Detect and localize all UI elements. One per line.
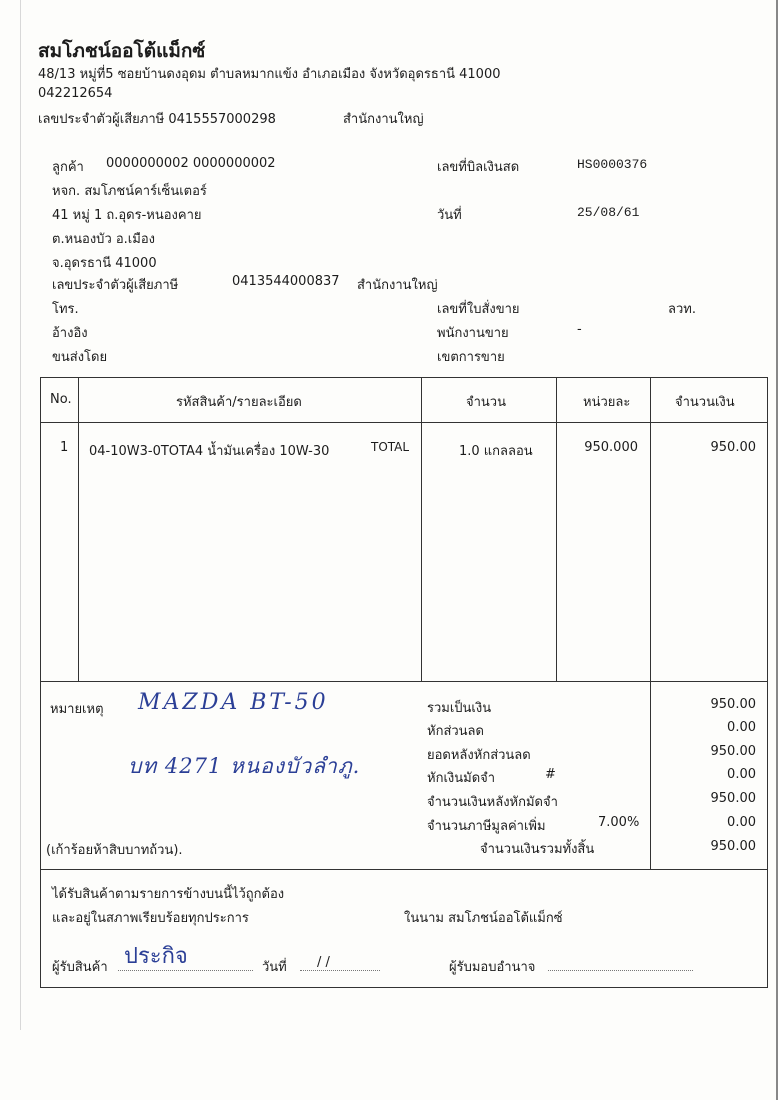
col-header-qty: จำนวน: [466, 395, 506, 410]
salesperson: -: [577, 322, 582, 337]
customer-tax-label: เลขประจำตัวผู้เสียภาษี: [52, 278, 179, 293]
customer-tax-id: 0413544000837: [232, 274, 340, 289]
remarks-label: หมายเหตุ: [50, 702, 104, 717]
authorized-label: ผู้รับมอบอำนาจ: [449, 960, 536, 975]
deposit-label: หักเงินมัดจำ: [427, 771, 496, 786]
sales-area-label: เขตการขาย: [437, 350, 505, 365]
after-deposit-label: จำนวนเงินหลังหักมัดจำ: [427, 795, 558, 810]
receive-date-blank: / /: [317, 955, 330, 970]
header-divider: [40, 422, 767, 423]
totals-bottom-divider: [40, 869, 767, 870]
on-behalf-of: ในนาม สมโภชน์ออโต้แม็กซ์: [404, 911, 563, 926]
authorized-signature-line: [548, 970, 693, 971]
vat-value: 0.00: [727, 815, 756, 830]
customer-code: 0000000002 0000000002: [106, 156, 276, 171]
grand-total-label: จำนวนเงินรวมทั้งสิ้น: [480, 842, 595, 857]
row-amount: 950.00: [710, 440, 756, 455]
vat-label: จำนวนภาษีมูลค่าเพิ่ม: [427, 819, 546, 834]
receive-date-line: [300, 970, 380, 971]
vat-rate: 7.00%: [598, 815, 640, 830]
customer-address-3: จ.อุดรธานี 41000: [52, 256, 157, 271]
handwritten-plate: บท 4271 หนองบัวลำภู.: [128, 754, 361, 778]
company-tax-id: เลขประจำตัวผู้เสียภาษี 0415557000298: [38, 112, 276, 127]
deposit-value: 0.00: [727, 767, 756, 782]
col-divider-qty: [556, 377, 557, 681]
after-discount-value: 950.00: [710, 744, 756, 759]
invoice-date-label: วันที่: [437, 208, 462, 223]
col-header-item: รหัสสินค้า/รายละเอียด: [176, 395, 302, 410]
deposit-ref: #: [545, 767, 556, 782]
row-no: 1: [60, 440, 69, 455]
customer-branch: สำนักงานใหญ่: [357, 278, 438, 293]
col-divider-no: [78, 377, 79, 681]
amount-in-words: (เก้าร้อยห้าสิบบาทถ้วน).: [46, 843, 183, 858]
col-header-amount: จำนวนเงิน: [675, 395, 735, 410]
page-edge: [20, 0, 21, 1030]
bill-no-label: เลขที่บิลเงินสด: [437, 160, 520, 175]
col-divider-item: [421, 377, 422, 681]
grand-total-value: 950.00: [710, 839, 756, 854]
items-bottom-divider: [40, 681, 767, 682]
discount-label: หักส่วนลด: [427, 724, 484, 739]
salesperson-label: พนักงานขาย: [437, 326, 509, 341]
company-name: สมโภชน์ออโต้แม็กซ์: [38, 40, 206, 62]
received-statement-1: ได้รับสินค้าตามรายการข้างบนนี้ไว้ถูกต้อง: [52, 887, 285, 902]
row-unit-price: 950.000: [584, 440, 638, 455]
company-phone: 042212654: [38, 86, 113, 101]
receiver-signature: ประกิจ: [124, 944, 188, 969]
total-label: รวมเป็นเงิน: [427, 701, 492, 716]
discount-value: 0.00: [727, 720, 756, 735]
ship-via-label: ขนส่งโดย: [52, 350, 108, 365]
row-code-desc: 04-10W3-0TOTA4 น้ำมันเครื่อง 10W-30: [89, 444, 330, 459]
company-branch: สำนักงานใหญ่: [343, 112, 424, 127]
receive-date-label: วันที่: [262, 960, 287, 975]
reference-label: อ้างอิง: [52, 326, 88, 341]
row-brand: TOTAL: [371, 440, 410, 454]
receiver-label: ผู้รับสินค้า: [52, 960, 108, 975]
col-header-unit-price: หน่วยละ: [583, 395, 631, 410]
customer-label: ลูกค้า: [52, 160, 84, 175]
customer-phone-label: โทร.: [52, 302, 79, 317]
sales-order: ลวท.: [668, 302, 696, 317]
customer-address-1: 41 หมู่ 1 ถ.อุดร-หนองคาย: [52, 208, 202, 223]
customer-name: หจก. สมโภชน์คาร์เซ็นเตอร์: [52, 184, 207, 199]
col-header-no: No.: [50, 392, 72, 407]
after-discount-label: ยอดหลังหักส่วนลด: [427, 748, 531, 763]
invoice-date: 25/08/61: [577, 205, 640, 220]
total-value: 950.00: [710, 697, 756, 712]
customer-address-2: ต.หนองบัว อ.เมือง: [52, 232, 155, 247]
sales-order-label: เลขที่ใบสั่งขาย: [437, 302, 520, 317]
col-divider-price: [650, 377, 651, 869]
row-qty: 1.0 แกลลอน: [459, 444, 533, 459]
received-statement-2: และอยู่ในสภาพเรียบร้อยทุกประการ: [52, 911, 249, 926]
bill-no: HS0000376: [577, 157, 648, 172]
handwritten-vehicle: MAZDA BT-50: [138, 690, 329, 715]
after-deposit-value: 950.00: [710, 791, 756, 806]
company-address: 48/13 หมู่ที่5 ซอยบ้านดงอุดม ตำบลหมากแข้ง อำเภอเมือง จังหวัดอุดรธานี 41000: [38, 67, 501, 82]
